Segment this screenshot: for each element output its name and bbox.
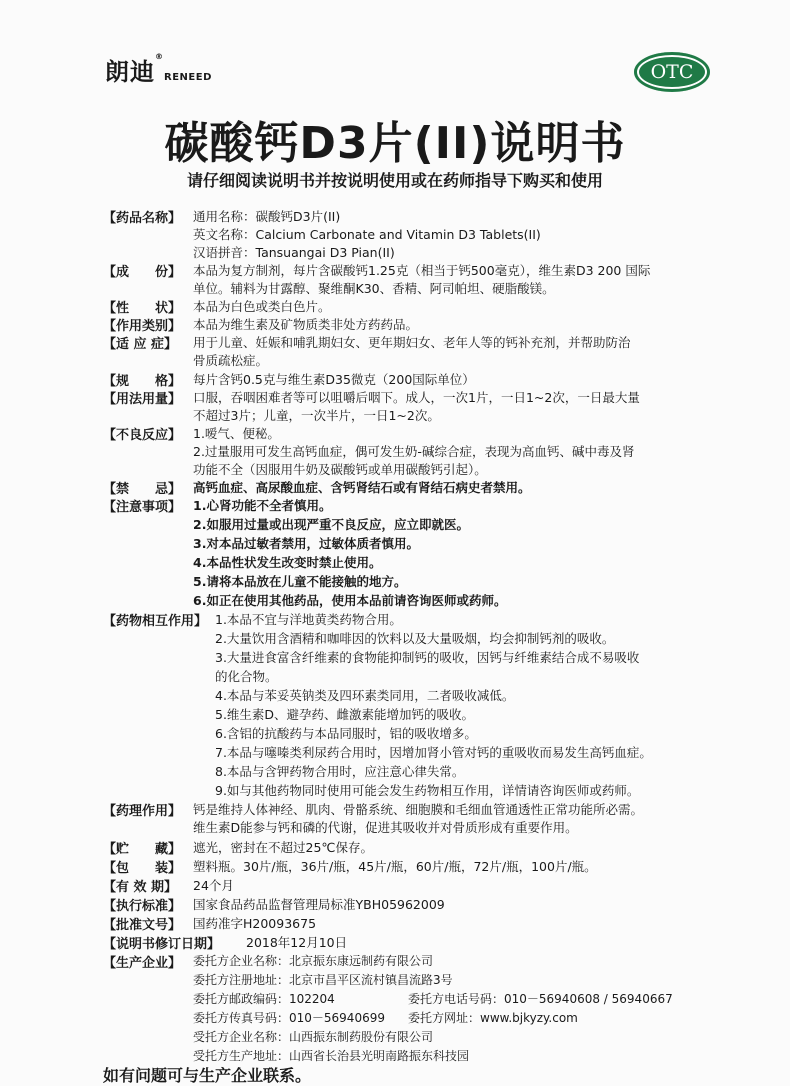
indications-line: 用于儿童、妊娠和哺乳期妇女、更年期妇女、老年人等的钙补充剂，并帮助防治 [193,335,631,350]
interaction-line: 2.大量饮用含酒精和咖啡因的饮料以及大量吸烟，均会抑制钙剂的吸收。 [215,631,615,646]
section-label-composition: 【成 份】 [103,265,182,280]
section-label-dosage: 【用法用量】 [103,392,182,407]
precaution-item: 6.如正在使用其他药品，使用本品前请咨询医师或药师。 [193,593,507,608]
manufacturer-row: 受托方企业名称：山西振东制药股份有限公司 [193,1030,434,1044]
precaution-item: 1.心肾功能不全者慎用。 [193,498,332,513]
manufacturer-website: 委托方网址：www.bjkyzy.com [408,1011,578,1025]
properties-text: 本品为白色或类白色片。 [193,299,331,314]
brand-logo-en: RENEED [164,72,212,83]
section-label-approval: 【批准文号】 [103,918,182,933]
section-label-interactions: 【药物相互作用】 [103,614,208,629]
pharmacology-line: 维生素D能参与钙和磷的代谢，促进其吸收并对骨质形成有重要作用。 [193,820,578,835]
composition-line: 本品为复方制剂，每片含碳酸钙1.25克（相当于钙500毫克），维生素D3 200 国际 [193,263,651,278]
section-label-standard: 【执行标准】 [103,899,182,914]
interaction-line: 5.维生素D、避孕药、雌激素能增加钙的吸收。 [215,707,475,722]
section-label-storage: 【贮 藏】 [103,842,182,857]
interaction-line: 9.如与其他药物同时使用可能会发生药物相互作用，详情请咨询医师或药师。 [215,783,640,798]
section-label-specification: 【规 格】 [103,374,182,389]
section-label-adverse: 【不良反应】 [103,428,182,443]
section-label-properties: 【性 状】 [103,301,182,316]
approval-text: 国药准字H20093675 [193,916,317,931]
pinyin-name: 汉语拼音：Tansuangai D3 Pian(II) [193,245,395,260]
composition-line: 单位。辅料为甘露醇、聚维酮K30、香精、阿司帕坦、硬脂酸镁。 [193,281,555,296]
section-label-contraindications: 【禁 忌】 [103,482,182,497]
precaution-item: 5.请将本品放在儿童不能接触的地方。 [193,574,407,589]
footer-note: 如有问题可与生产企业联系。 [103,1066,312,1085]
section-label-package: 【包 装】 [103,861,182,876]
interaction-line: 8.本品与含钾药物合用时，应注意心律失常。 [215,764,465,779]
interaction-line: 的化合物。 [215,669,278,684]
dosage-line: 口服，吞咽困难者等可以咀嚼后咽下。成人，一次1片，一日1~2次，一日最大量 [193,390,640,405]
manufacturer-row: 委托方企业名称：北京振东康远制药有限公司 [193,954,434,968]
interaction-line: 3.大量进食富含纤维素的食物能抑制钙的吸收，因钙与纤维素结合成不易吸收 [215,650,640,665]
section-label-revision: 【说明书修订日期】 [103,937,221,952]
manufacturer-phone: 委托方电话号码：010－56940608 / 56940667 [408,992,673,1006]
interaction-line: 4.本品与苯妥英钠类及四环素类同用，二者吸收减低。 [215,688,515,703]
section-label-pharmacology: 【药理作用】 [103,804,182,819]
section-label-name: 【药品名称】 [103,211,182,226]
section-label-manufacturer: 【生产企业】 [103,956,182,971]
contraindications-text: 高钙血症、高尿酸血症、含钙肾结石或有肾结石病史者禁用。 [193,480,531,495]
brand-logo-cn: 朗迪 [105,58,155,86]
otc-badge: OTC [634,52,710,92]
manufacturer-row: 受托方生产地址：山西省长治县光明南路振东科技园 [193,1049,470,1063]
adverse-item: 功能不全（因服用牛奶及碳酸钙或单用碳酸钙引起）。 [193,462,487,477]
interaction-line: 1.本品不宜与洋地黄类药物合用。 [215,612,402,627]
adverse-item: 2.过量服用可发生高钙血症，偶可发生奶-碱综合症，表现为高血钙、碱中毒及肾 [193,444,635,459]
package-text: 塑料瓶。30片/瓶，36片/瓶，45片/瓶，60片/瓶，72片/瓶，100片/瓶。 [193,859,597,874]
dosage-line: 不超过3片；儿童，一次半片，一日1~2次。 [193,408,440,423]
standard-text: 国家食品药品监督管理局标准YBH05962009 [193,897,445,912]
brand-logo [105,52,212,87]
precaution-item: 4.本品性状发生改变时禁止使用。 [193,555,382,570]
section-label-indications: 【适 应 症】 [103,337,178,352]
document-title: 碳酸钙D3片(II)说明书 [164,118,626,169]
english-name: 英文名称：Calcium Carbonate and Vitamin D3 Tablets(II) [193,227,541,242]
pharmacology-line: 钙是维持人体神经、肌肉、骨骼系统、细胞膜和毛细血管通透性正常功能所必需。 [193,802,644,817]
revision-date: 2018年12月10日 [246,935,348,950]
specification-text: 每片含钙0.5克与维生素D35微克（200国际单位） [193,372,475,387]
manufacturer-row: 委托方注册地址：北京市昌平区流村镇昌流路3号 [193,973,453,987]
validity-text: 24个月 [193,878,234,893]
manufacturer-row: 委托方邮政编码：102204 [193,992,335,1006]
adverse-item: 1.嗳气、便秘。 [193,426,280,441]
category-text: 本品为维生素及矿物质类非处方药药品。 [193,317,419,332]
manufacturer-row: 委托方传真号码：010－56940699 [193,1011,385,1025]
section-label-category: 【作用类别】 [103,319,182,334]
section-label-validity: 【有 效 期】 [103,880,178,895]
precaution-item: 2.如服用过量或出现严重不良反应，应立即就医。 [193,517,469,532]
registered-mark: ® [155,52,164,61]
interaction-line: 6.含铝的抗酸药与本品同服时，铝的吸收增多。 [215,726,477,741]
indications-line: 骨质疏松症。 [193,353,269,368]
section-label-precautions: 【注意事项】 [103,500,182,515]
document-subtitle: 请仔细阅读说明书并按说明使用或在药师指导下购买和使用 [186,171,603,190]
generic-name: 通用名称：碳酸钙D3片(II) [193,209,341,224]
interaction-line: 7.本品与噻嗪类利尿药合用时，因增加肾小管对钙的重吸收而易发生高钙血症。 [215,745,652,760]
storage-text: 遮光，密封在不超过25℃保存。 [193,840,373,855]
precaution-item: 3.对本品过敏者禁用，过敏体质者慎用。 [193,536,419,551]
